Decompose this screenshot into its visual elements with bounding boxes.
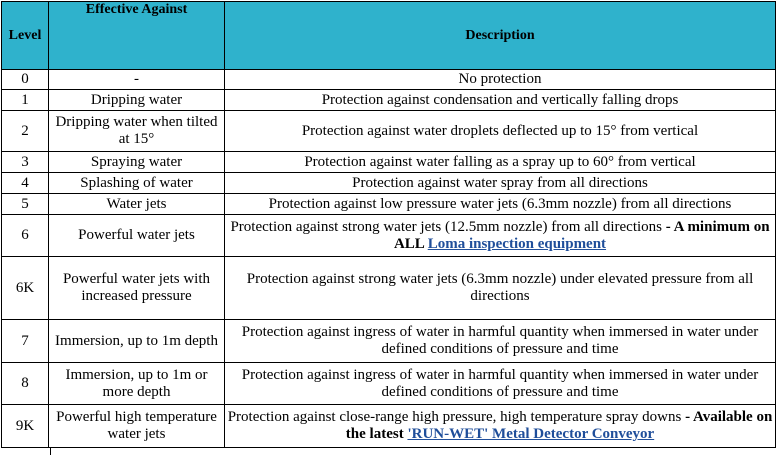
effective-cell: Splashing of water [49, 173, 225, 194]
effective-cell: Dripping water when tilted at 15° [49, 111, 225, 152]
table-row [2, 90, 776, 111]
level-cell: 7 [2, 320, 49, 363]
description-cell: Protection against water droplets deflected up to 15° from vertical [225, 111, 776, 152]
description-cell: Protection against ingress of water in harmful quantity when immersed in water under defined conditions of pressure and time [225, 363, 776, 405]
effective-cell: Dripping water [49, 90, 225, 111]
effective-cell: Spraying water [49, 152, 225, 173]
effective-cell: Powerful water jets [49, 215, 225, 257]
level-cell: 2 [2, 111, 49, 152]
table-row [2, 111, 776, 152]
level-cell: 3 [2, 152, 49, 173]
divider-tick [50, 448, 51, 455]
description-cell: Protection against low pressure water jets (6.3mm nozzle) from all directions [225, 194, 776, 215]
effective-cell: Immersion, up to 1m depth [49, 320, 225, 363]
table-row [2, 70, 776, 90]
level-cell: 8 [2, 363, 49, 405]
header-effective-against: Effective Against [49, 2, 225, 70]
level-cell: 6K [2, 257, 49, 320]
table-row [2, 405, 776, 448]
level-cell: 5 [2, 194, 49, 215]
description-cell: No protection [225, 70, 776, 90]
level-cell: 0 [2, 70, 49, 90]
level-cell: 6 [2, 215, 49, 257]
description-cell [225, 405, 776, 448]
description-cell: Protection against ingress of water in harmful quantity when immersed in water under defined conditions of pressure and time [225, 320, 776, 363]
description-text: Protection against strong water jets (12.5mm nozzle) from all directions [230, 218, 663, 235]
header-description: Description [225, 2, 776, 70]
effective-cell: Powerful water jets with increased pressure [49, 257, 225, 320]
effective-cell: Immersion, up to 1m or more depth [49, 363, 225, 405]
table-row [2, 194, 776, 215]
table-row [2, 215, 776, 257]
table-row [2, 173, 776, 194]
minimum-note: - A minimum on ALL [393, 218, 770, 252]
description-text: Protection against close-range high pressure, high temperature spray downs [227, 409, 682, 425]
ip-rating-table [1, 1, 776, 448]
availability-note: - Available on the latest [345, 409, 773, 442]
loma-equipment-link[interactable]: Loma inspection equipment [427, 235, 607, 252]
header-level: Level [2, 2, 49, 70]
description-cell: Protection against water falling as a spray up to 60° from vertical [225, 152, 776, 173]
table-row [2, 152, 776, 173]
description-cell [225, 215, 776, 257]
table-row [2, 257, 776, 320]
description-cell: Protection against strong water jets (6.3mm nozzle) under elevated pressure from all directions [225, 257, 776, 320]
effective-cell: - [49, 70, 225, 90]
level-cell: 4 [2, 173, 49, 194]
effective-cell: Water jets [49, 194, 225, 215]
table-row [2, 320, 776, 363]
level-cell: 9K [2, 405, 49, 448]
description-cell: Protection against condensation and vertically falling drops [225, 90, 776, 111]
effective-cell: Powerful high temperature water jets [49, 405, 225, 448]
header-row [2, 2, 776, 70]
table-row [2, 363, 776, 405]
run-wet-conveyor-link[interactable]: 'RUN-WET' Metal Detector Conveyor [407, 426, 655, 442]
description-cell: Protection against water spray from all directions [225, 173, 776, 194]
level-cell: 1 [2, 90, 49, 111]
